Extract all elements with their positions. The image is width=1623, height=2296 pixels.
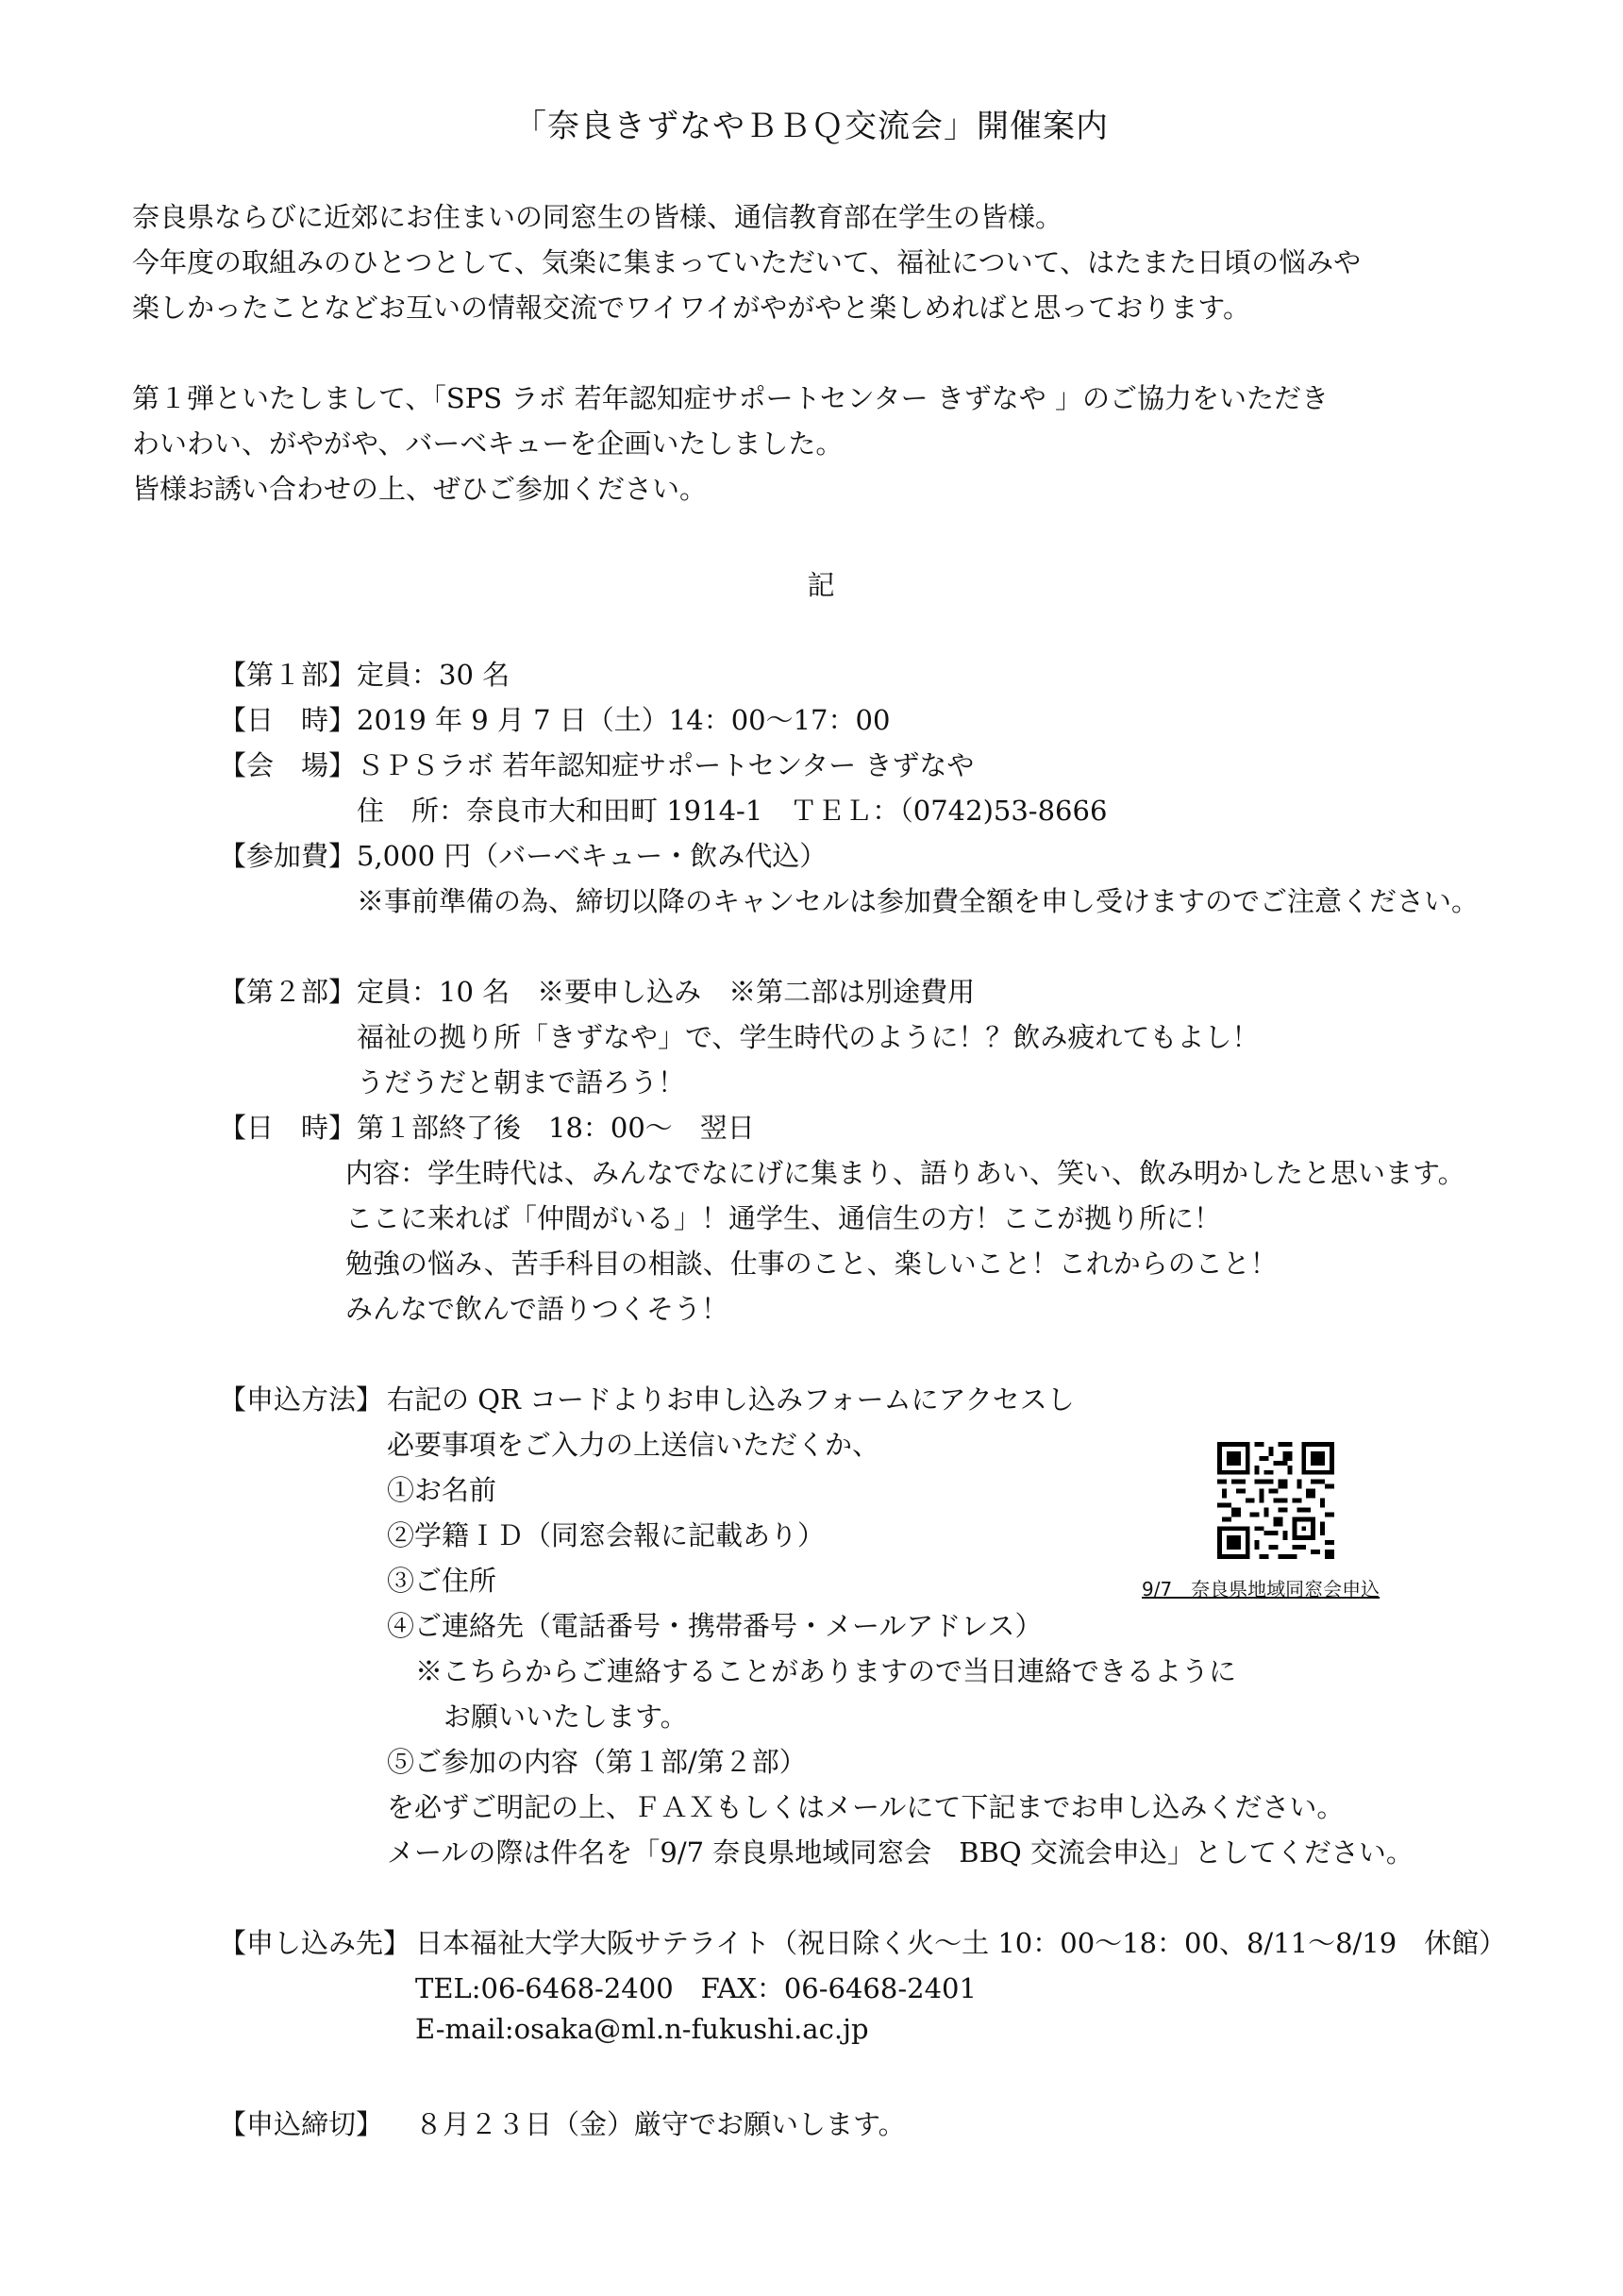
application-label: 【申込方法】 — [219, 1383, 384, 1416]
application-closing: を必ずご明記の上、ＦＡＸもしくはメールにて下記までお申し込みください。 — [387, 1791, 1345, 1823]
part1-capacity: 定員：30 名 — [357, 659, 510, 691]
ki-heading: 記 — [807, 569, 835, 601]
application-line: 必要事項をご入力の上送信いただくか、 — [387, 1429, 880, 1461]
part1-fee-label: 【参加費】 — [219, 840, 357, 872]
deadline-text: ８月２３日（金）厳守でお願いします。 — [415, 2108, 906, 2140]
part1-date: 2019 年 9 月 7 日（土）14：00～17：00 — [357, 704, 891, 736]
part1-venue-label: 【会 場】 — [219, 749, 357, 781]
intro-line: わいわい、がやがや、バーベキューを企画いたしました。 — [132, 427, 844, 460]
part2-capacity: 定員：10 名 ※要申し込み ※第二部は別途費用 — [357, 976, 976, 1008]
part2-date: 第１部終了後 18：00～ 翌日 — [357, 1112, 755, 1144]
part1-date-label: 【日 時】 — [219, 704, 357, 736]
document-title: 「奈良きずなやＢＢＱ交流会」開催案内 — [514, 108, 1109, 145]
part2-line: うだうだと朝まで語ろう！ — [357, 1066, 686, 1098]
part1-fee-note: ※事前準備の為、締切以降のキャンセルは参加費全額を申し受けますのでご注意ください。 — [357, 885, 1480, 917]
qr-code-image[interactable] — [1217, 1442, 1334, 1559]
intro-line: 楽しかったことなどお互いの情報交流でワイワイがやがやと楽しめればと思っております。 — [132, 292, 1250, 324]
part2-content-line: 内容：学生時代は、みんなでなにげに集まり、語りあい、笑い、飲み明かしたと思います。 — [345, 1157, 1465, 1189]
deadline-label: 【申込締切】 — [219, 2108, 384, 2140]
part2-content-line: みんなで飲んで語りつくそう！ — [345, 1293, 729, 1325]
part1-fee: 5,000 円（バーベキュー・飲み代込） — [357, 840, 828, 872]
part2-content-line: ここに来れば「仲間がいる」！通学生、通信生の方！ここが拠り所に！ — [345, 1202, 1222, 1234]
part2-label: 【第２部】 — [219, 976, 357, 1008]
application-item: ⑤ご参加の内容（第１部/第２部） — [387, 1746, 807, 1778]
intro-line: 第１弾といたしまして、「SPS ラボ 若年認知症サポートセンター きずなや 」のご協力をいただき — [132, 382, 1330, 414]
application-closing: メールの際は件名を「9/7 奈良県地域同窓会 BBQ 交流会申込」としてください。 — [387, 1836, 1414, 1869]
part1-label: 【第１部】 — [219, 659, 357, 691]
application-note: お願いいたします。 — [443, 1701, 688, 1733]
intro-line: 今年度の取組みのひとつとして、気楽に集まっていただいて、福祉について、はたまた日頃の悩みや — [132, 246, 1362, 278]
application-item: ②学籍ＩＤ（同窓会報に記載あり） — [387, 1519, 826, 1551]
application-note: ※こちらからご連絡することがありますので当日連絡できるように — [415, 1655, 1237, 1687]
application-item: ①お名前 — [387, 1474, 497, 1506]
contact-email[interactable]: E-mail:osaka@ml.n-fukushi.ac.jp — [415, 2013, 869, 2045]
contact-tel-fax: TEL:06-6468-2400 FAX：06-6468-2401 — [415, 1972, 977, 2004]
part2-content-line: 勉強の悩み、苦手科目の相談、仕事のこと、楽しいこと！これからのこと！ — [345, 1248, 1278, 1280]
part2-date-label: 【日 時】 — [219, 1112, 357, 1144]
intro-line: 奈良県ならびに近郊にお住まいの同窓生の皆様、通信教育部在学生の皆様。 — [132, 201, 1063, 233]
intro-line: 皆様お誘い合わせの上、ぜひご参加ください。 — [132, 473, 708, 505]
application-line: 右記の QR コードよりお申し込みフォームにアクセスし — [387, 1383, 1075, 1416]
part1-address: 住 所：奈良市大和田町 1914-1 ＴＥＬ：（0742)53-8666 — [357, 795, 1108, 827]
qr-caption: 9/7 奈良県地域同窓会申込 — [1142, 1578, 1380, 1600]
application-item: ③ご住所 — [387, 1565, 497, 1597]
application-item: ④ご連絡先（電話番号・携帯番号・メールアドレス） — [387, 1610, 1043, 1642]
contact-label: 【申し込み先】 — [219, 1927, 411, 1959]
part2-line: 福祉の拠り所「きずなや」で、学生時代のように！？飲み疲れてもよし！ — [357, 1021, 1260, 1053]
part1-venue: ＳＰＳラボ 若年認知症サポートセンター きずなや — [357, 749, 975, 781]
contact-org: 日本福祉大学大阪サテライト（祝日除く火～土 10：00～18：00、8/11～8/19 休館） — [415, 1927, 1507, 1959]
